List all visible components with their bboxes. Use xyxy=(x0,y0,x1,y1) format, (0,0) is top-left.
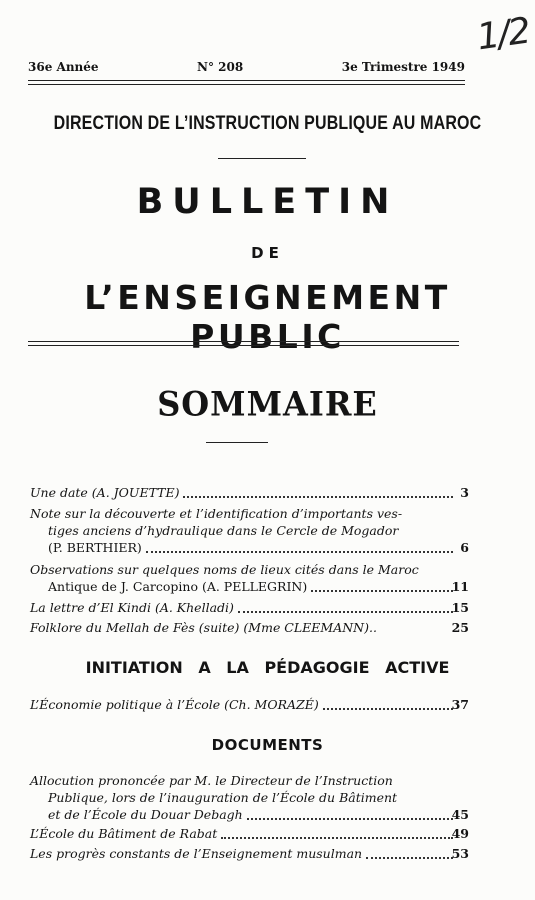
toc-entry[interactable] xyxy=(30,561,469,595)
toc-entry-title-cont: tiges anciens d’hydraulique dans le Cercle de Mogador xyxy=(48,523,399,538)
section-documents: DOCUMENTS xyxy=(211,736,324,754)
toc-entry-title: Folklore du Mellah de Fès (suite) (Mme CLEEMANN).. xyxy=(30,620,377,635)
toc-entry-title: La lettre d’El Kindi (A. Khelladi) xyxy=(30,600,234,615)
short-rule-2 xyxy=(206,442,268,443)
toc-page-number: 3 xyxy=(460,485,469,500)
sommaire-heading: SOMMAIRE xyxy=(157,384,378,424)
quarter-label: 3e Trimestre 1949 xyxy=(341,60,465,74)
leader-dots xyxy=(221,825,453,839)
leader-dots xyxy=(238,599,453,613)
leader-dots xyxy=(247,806,453,820)
header-double-rule xyxy=(28,80,465,85)
toc-entry-title: L’Économie politique à l’École (Ch. MORAZÉ) xyxy=(30,697,319,712)
toc-page-number: 15 xyxy=(451,600,469,615)
toc-entry-title: L’École du Bâtiment de Rabat xyxy=(30,826,218,841)
toc-entry[interactable] xyxy=(30,772,469,823)
toc-entry[interactable] xyxy=(30,505,469,556)
toc-entry-title: Une date (A. JOUETTE) xyxy=(30,485,180,500)
toc-page-number: 11 xyxy=(451,579,469,594)
toc-entry[interactable] xyxy=(30,696,469,713)
toc-entry[interactable] xyxy=(30,599,469,616)
title-double-rule xyxy=(28,341,459,346)
toc-page-number: 49 xyxy=(451,826,469,841)
toc-entry-title-cont: Antique de J. Carcopino (A. PELLEGRIN) xyxy=(48,579,308,594)
title-bulletin: BULLETIN xyxy=(136,182,399,222)
title-enseignement-public: L’ENSEIGNEMENT PUBLIC xyxy=(84,278,451,356)
issue-header xyxy=(28,60,465,74)
toc-page-number: 6 xyxy=(460,540,469,555)
leader-dots xyxy=(323,696,453,710)
toc-entry[interactable] xyxy=(30,619,469,636)
handwritten-page-note: 1/2 xyxy=(474,10,532,59)
leader-dots xyxy=(146,539,453,553)
toc-entry-title-cont: Publique, lors de l’inauguration de l’École du Bâtiment xyxy=(48,790,398,805)
leader-dots xyxy=(311,578,453,592)
toc-entry[interactable] xyxy=(30,825,469,842)
toc-page-number: 45 xyxy=(451,807,469,822)
direction-heading: DIRECTION DE L’INSTRUCTION PUBLIQUE AU MAROC xyxy=(53,112,482,134)
toc-page-number: 25 xyxy=(451,620,469,635)
leader-dots xyxy=(183,484,453,498)
toc-entry-title: Allocution prononcée par M. le Directeur de l’Instruction xyxy=(30,773,393,788)
toc-entry-title: Les progrès constants de l’Enseignement musulman xyxy=(30,846,363,861)
toc-page-number: 53 xyxy=(451,846,469,861)
toc-entry-title: Observations sur quelques noms de lieux cités dans le Maroc xyxy=(30,562,419,577)
toc-entry-title-cont: et de l’École du Douar Debagh xyxy=(48,807,243,822)
short-rule-1 xyxy=(218,158,306,159)
toc-entry-author: (P. BERTHIER) xyxy=(48,540,142,555)
issue-number: N° 208 xyxy=(197,60,244,74)
section-initiation: INITIATION A LA PÉDAGOGIE ACTIVE xyxy=(85,658,450,677)
title-de: DE xyxy=(251,244,284,262)
toc-entry-title: Note sur la découverte et l’identification d’importants ves- xyxy=(30,506,403,521)
toc-entry[interactable] xyxy=(30,845,469,862)
toc-entry[interactable] xyxy=(30,484,469,501)
year-label: 36e Année xyxy=(28,60,99,74)
toc-page-number: 37 xyxy=(451,697,469,712)
